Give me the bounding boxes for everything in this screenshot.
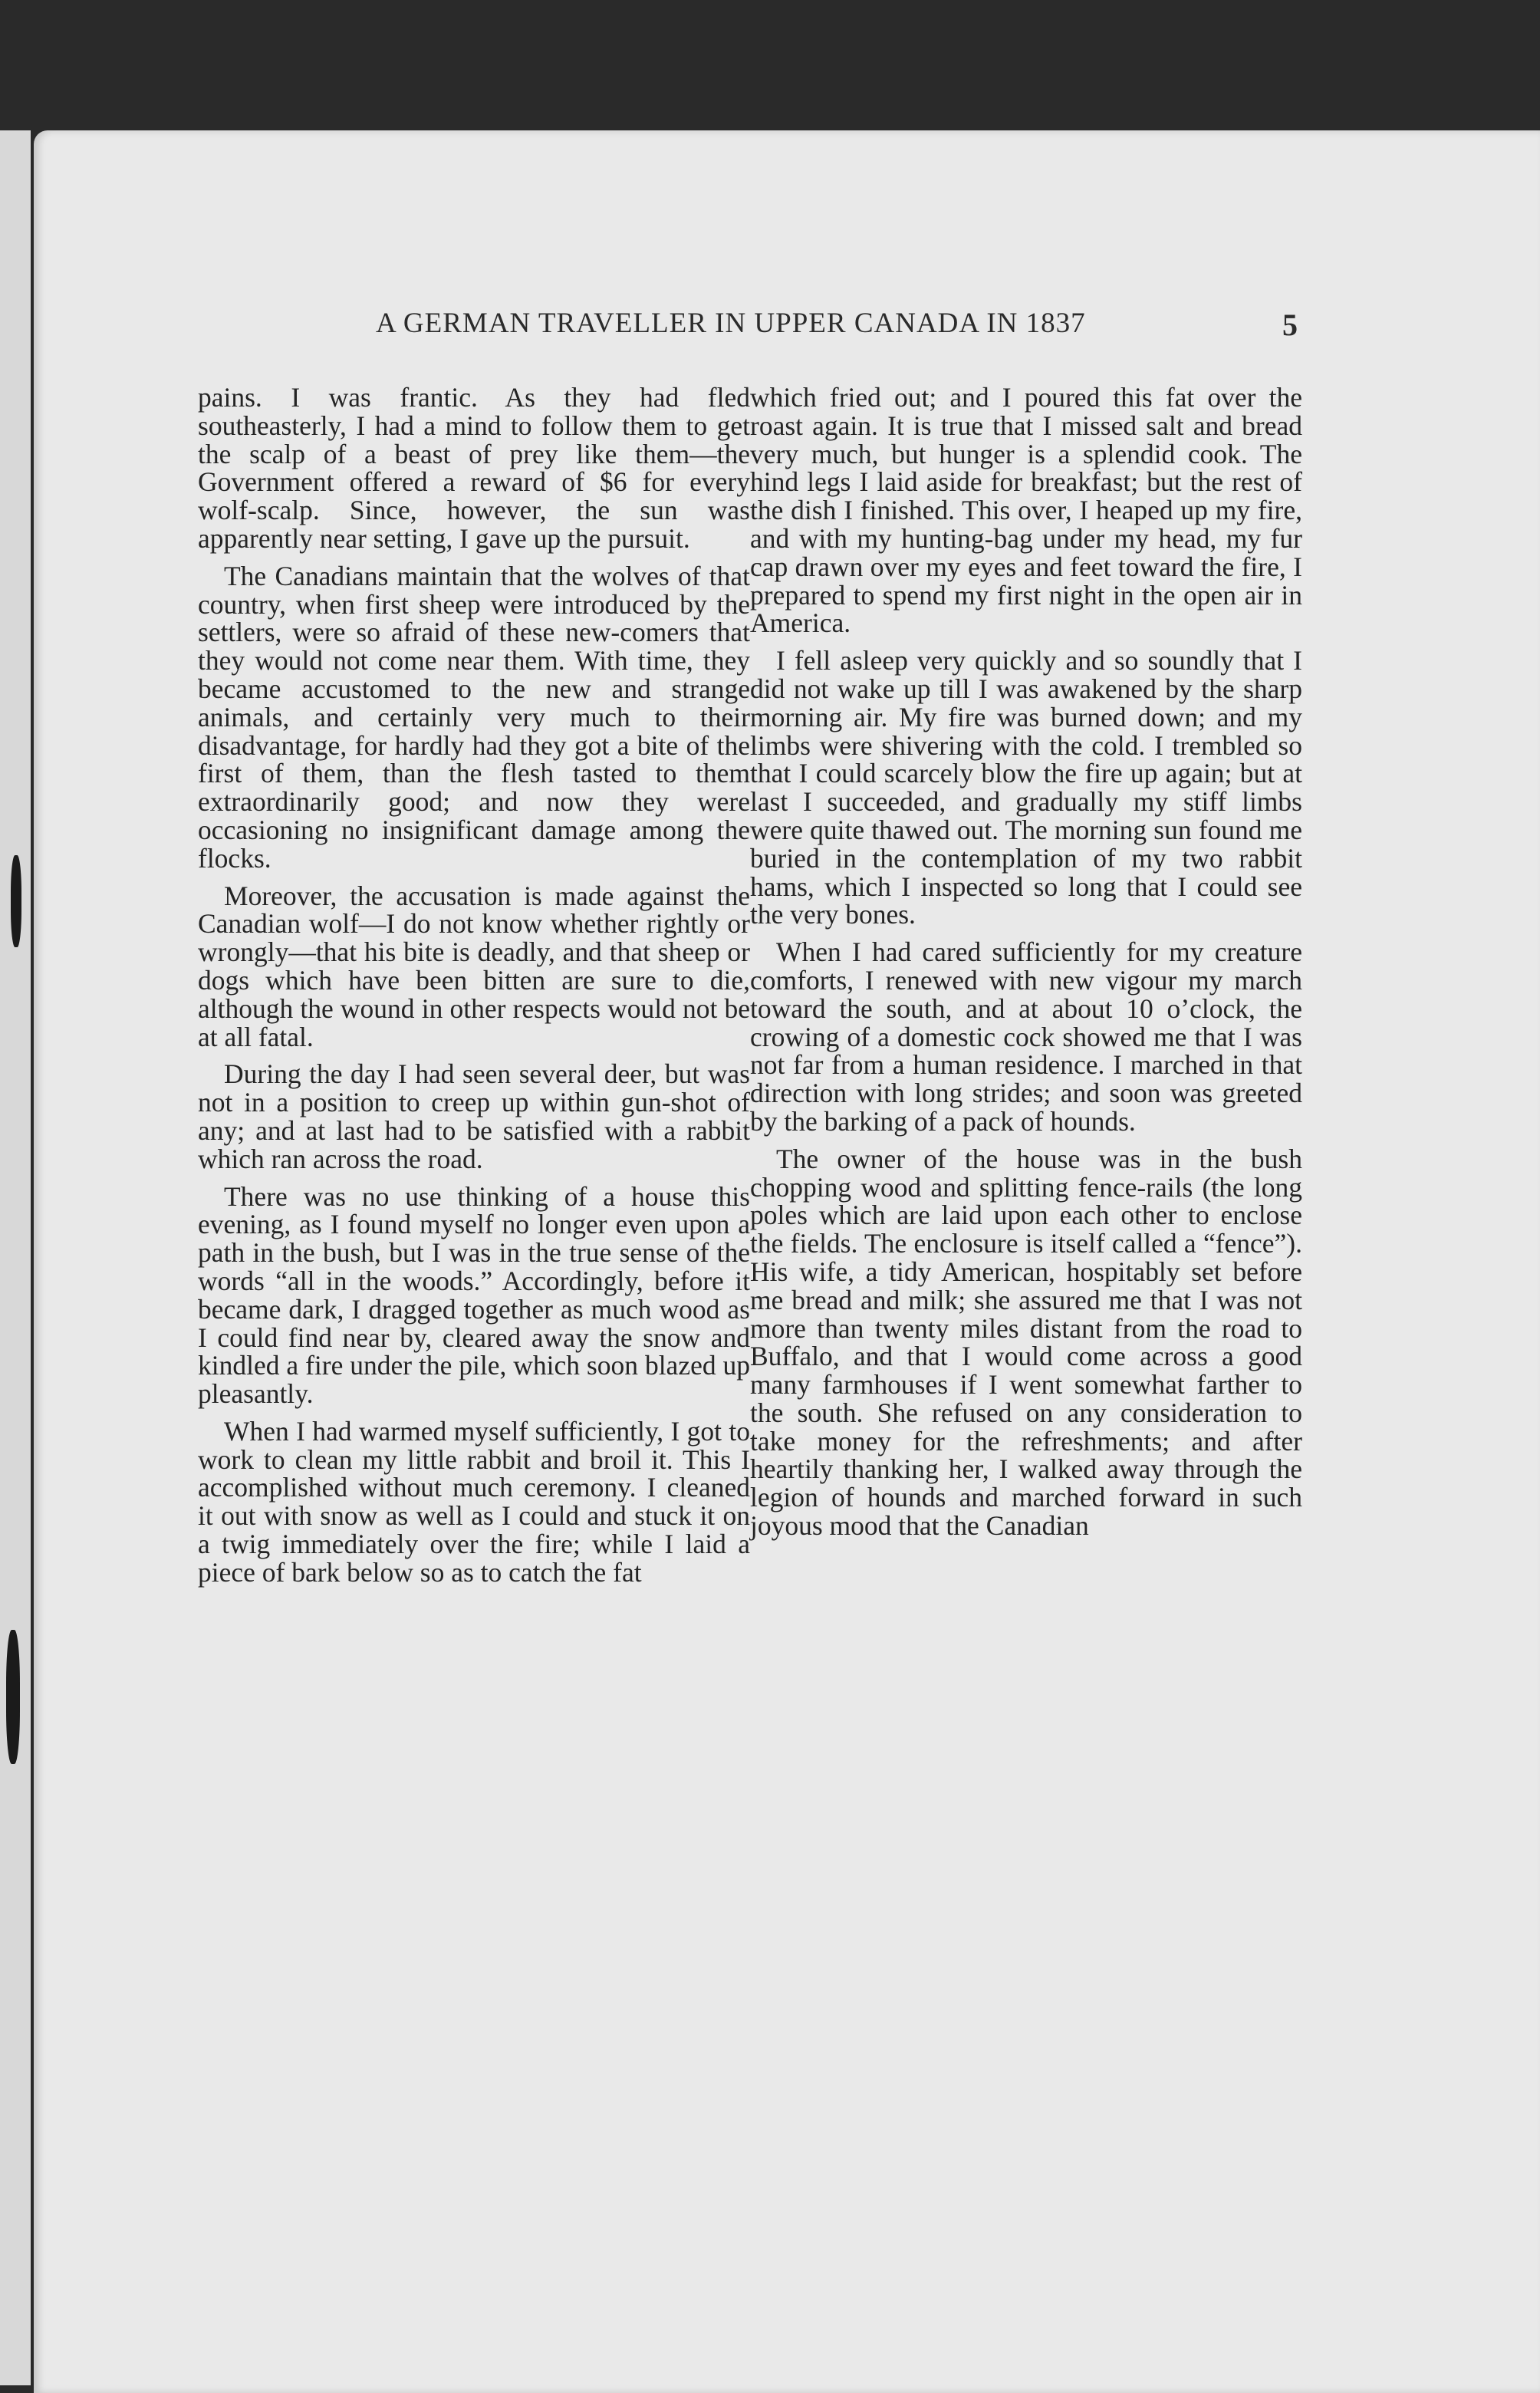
paragraph: Moreover, the accusation is made against the Canadian wolf—I do not know whether rightly or wrongly—that his bite is deadly, and that sheep or dogs which have been bitten are sure to die, although the wound in other respects would not be at all fatal.: [198, 880, 750, 1052]
paragraph: There was no use thinking of a house this evening, as I found myself no longer even upon a path in the bush, but I was in the true sense of the words “all in the woods.” Accordingly, before it became dark, I dragged together as much wood as I could find near by, cleared away the snow and kindled a fire under the pile, which soon blazed up pleasantly.: [198, 1180, 750, 1410]
paragraph: which fried out; and I poured this fat over the roast again. It is true that I missed salt and bread very much, but hunger is a splendid cook. The hind legs I laid aside for breakfast; but the rest of the dish I finished. This over, I heaped up my fire, and with my hunting-bag under my head, my fur cap drawn over my eyes and feet toward the fire, I prepared to spend my first night in the open air in America.: [750, 382, 1302, 639]
running-title: A GERMAN TRAVELLER IN UPPER CANADA IN 1837: [376, 308, 1086, 339]
right-column: [750, 383, 1302, 1540]
paragraph: The owner of the house was in the bush chopping wood and splitting fence-rails (the long poles which are laid upon each other to enclose the fields. The enclosure is itself called a “fence”). His wife, a tidy American, hospitably set before me bread and milk; she assured me that I was not more than twenty miles distant from the road to Buffalo, and that I would come across a good many farmhouses if I went somewhat farther to the south. She refused on any consideration to take money for the refreshments; and after heartily thanking her, I walked away through the legion of hounds and marched forward in such joyous mood that the Canadian: [750, 1143, 1302, 1542]
binding-mark: [11, 855, 21, 947]
paragraph: I fell asleep very quickly and so soundly that I did not wake up till I was awakened by the sharp morning air. My fire was burned down; and my limbs were shivering with the cold. I trembled so that I could scarcely blow the fire up again; but at last I succeeded, and gradually my stiff limbs were quite thawed out. The morning sun found me buried in the contemplation of my two rabbit hams, which I inspected so long that I could see the very bones.: [750, 645, 1302, 930]
paragraph: During the day I had seen several deer, but was not in a position to creep up within gun-shot of any; and at last had to be satisfied with a rabbit which ran across the road.: [198, 1058, 750, 1174]
paragraph: pains. I was frantic. As they had fled southeasterly, I had a mind to follow them to get the scalp of a beast of prey like them—the Government offered a reward of $6 for every wolf-scalp. Since, however, the sun was apparently near setting, I gave up the pursuit.: [198, 382, 750, 554]
binding-mark: [6, 1630, 20, 1764]
previous-page-edge: [0, 130, 31, 2385]
left-column: [198, 383, 750, 1587]
paragraph: When I had warmed myself sufficiently, I got to work to clean my little rabbit and broil it. This I accomplished without much ceremony. I cleaned it out with snow as well as I could and stuck it on a twig immediately over the fire; while I laid a piece of bark below so as to catch the fat: [198, 1415, 750, 1588]
paragraph: The Canadians maintain that the wolves of that country, when first sheep were introduced by the settlers, were so afraid of these new-comers that they would not come near them. With time, they became accustomed to the new and strange animals, and certainly very much to their disadvantage, for hardly had they got a bite of the first of them, than the flesh tasted to them extraordinarily good; and now they were occasioning no insignificant damage among the flocks.: [198, 560, 750, 874]
paragraph: When I had cared sufficiently for my creature comforts, I renewed with new vigour my march toward the south, and at about 10 o’clock, the crowing of a domestic cock showed me that I was not far from a human residence. I marched in that direction with long strides; and soon was greeted by the barking of a pack of hounds.: [750, 936, 1302, 1137]
page-number: 5: [1282, 308, 1298, 342]
